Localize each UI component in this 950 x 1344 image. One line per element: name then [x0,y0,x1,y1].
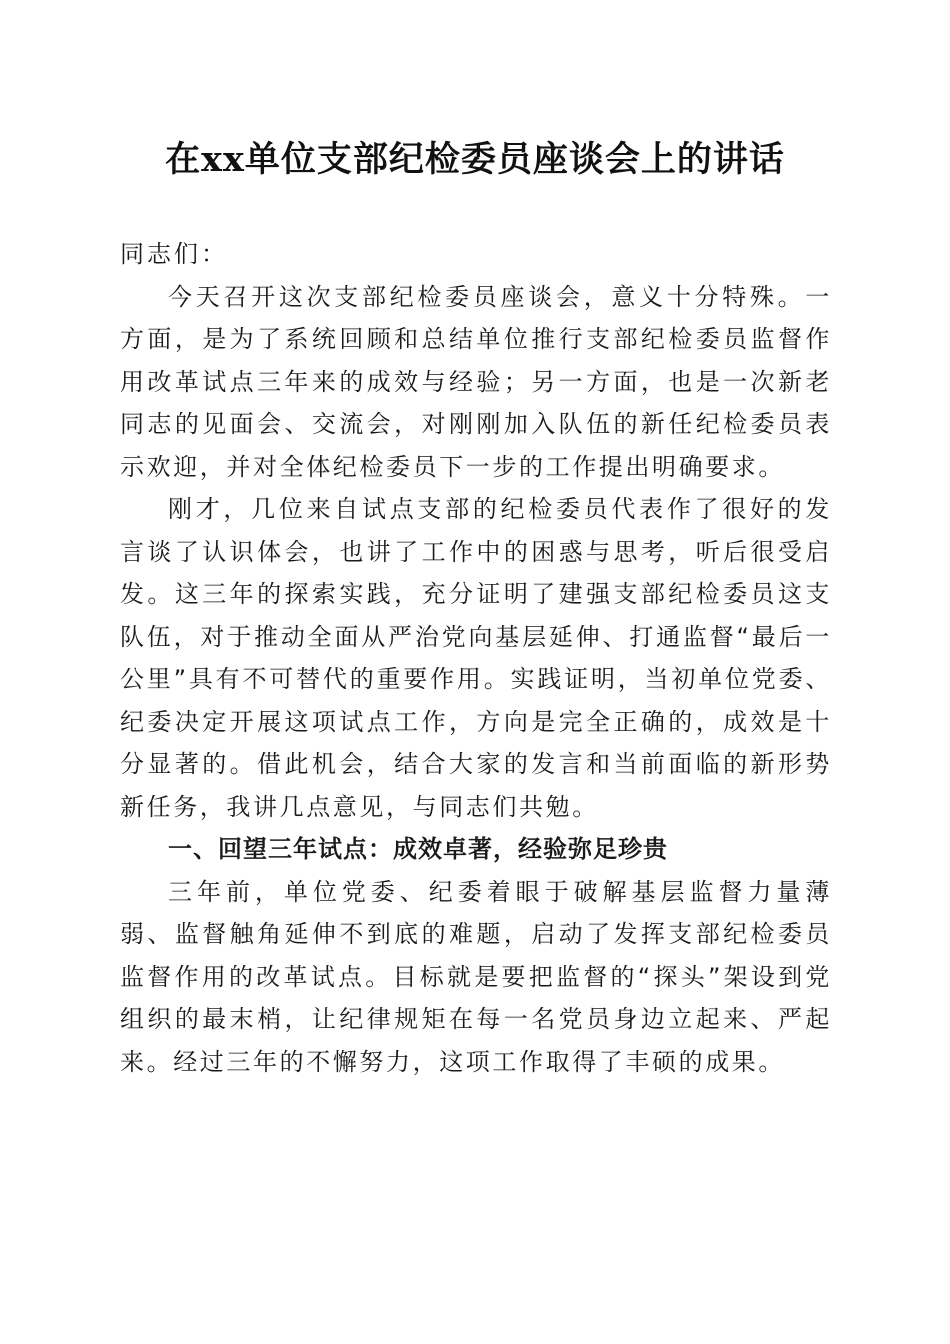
paragraph-remarks: 刚才，几位来自试点支部的纪检委员代表作了很好的发言谈了认识体会，也讲了工作中的困惑与思考，听后很受启发。这三年的探索实践，充分证明了建强支部纪检委员这支队伍，对于推动全面从严治党向基层延伸、打通监督“最后一公里”具有不可替代的重要作用。实践证明，当初单位党委、纪委决定开展这项试点工作，方向是完全正确的，成效是十分显著的。借此机会，结合大家的发言和当前面临的新形势新任务，我讲几点意见，与同志们共勉。 [120,495,832,821]
document-title: 在xx单位支部纪检委员座谈会上的讲话 [165,139,785,180]
paragraph-opening: 今天召开这次支部纪检委员座谈会，意义十分特殊。一方面，是为了系统回顾和总结单位推行支部纪检委员监督作用改革试点三年来的成效与经验；另一方面，也是一次新老同志的见面会、交流会，对刚刚加入队伍的新任纪检委员表示欢迎，并对全体纪检委员下一步的工作提出明确要求。 [120,282,832,481]
section-heading: 一、回望三年试点：成效卓著，经验弥足珍贵 [168,835,668,863]
salutation: 同志们： [120,240,228,268]
section-paragraph: 三年前，单位党委、纪委着眼于破解基层监督力量薄弱、监督触角延伸不到底的难题，启动了发挥支部纪检委员监督作用的改革试点。目标就是要把监督的“探头”架设到党组织的最末梢，让纪律规矩在每一名党员身边立起来、严起来。经过三年的不懈努力，这项工作取得了丰硕的成果。 [120,877,832,1076]
document-body [120,233,832,1083]
